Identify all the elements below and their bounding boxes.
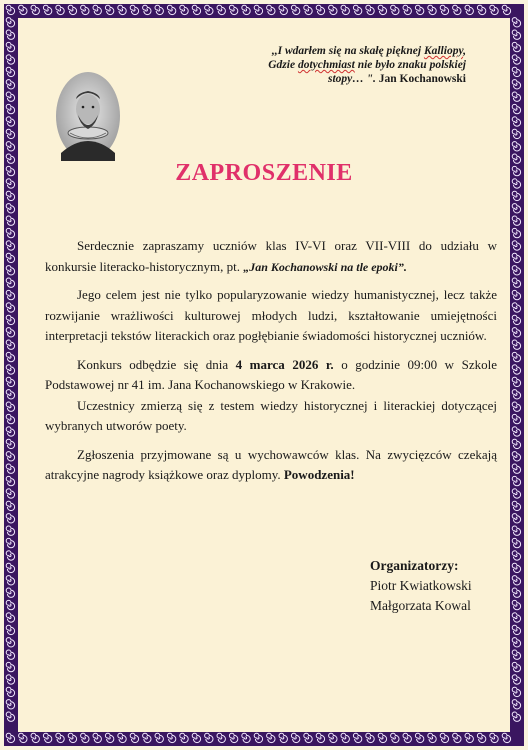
contest-name: „Jan Kochanowski na tle epoki”. <box>243 259 407 274</box>
paragraph-registration-text: Zgłoszenia przyjmowane są u wychowawców klas. Na zwycięzców czekają atrakcyjne nagrody książkowe oraz dyplomy. <box>45 446 497 482</box>
paragraph-test: Uczestnicy zmierzą się z testem wiedzy historycznej i literackiej dotyczącej wybranych utworów poety. <box>45 397 497 433</box>
page-title: ZAPROSZENIE <box>175 160 353 186</box>
quote-author: Jan Kochanowski <box>378 73 466 85</box>
paragraph-date-after: o godzinie 09:00 w Szkole Podstawowej nr 41 im. Jana Kochanowskiego w Krakowie. <box>45 356 497 392</box>
paragraph-date-before: Konkurs odbędzie się dnia <box>77 356 236 372</box>
quote-line-c: stopy… ". <box>327 73 379 85</box>
epigraph-quote <box>206 44 466 86</box>
paragraph-registration <box>45 445 497 486</box>
quote-line-b-end: nie było znaku polskiej <box>354 59 466 71</box>
paragraph-date <box>45 355 497 396</box>
organizer-name: Piotr Kwiatkowski <box>370 578 472 593</box>
quote-word-kalliopy: Kalliopy <box>423 45 464 57</box>
poet-portrait-image <box>55 71 121 161</box>
quote-line-b-start: Gdzie <box>268 59 298 71</box>
paragraph-goal: Jego celem jest nie tylko popularyzowanie wiedzy humanistycznej, lecz także rozwijanie wrażliwości kulturowej młodych ludzi, kształtowanie umiejętności interpretacji tekstów literackich oraz pogłębianie świadomości historycznej uczniów. <box>45 287 497 343</box>
paragraph-invitation-text: Serdecznie zapraszamy uczniów klas IV-VI oraz VII-VIII do udziału w konkursie literacko-historycznym, pt. <box>45 238 497 274</box>
paragraph-invitation <box>45 236 497 277</box>
quote-line-a: ,,I wdarłem się na skałę pięknej <box>271 45 424 57</box>
quote-line-a-end: , <box>463 45 466 57</box>
quote-word-dotychmiast: dotychmiast <box>297 59 355 71</box>
event-date: 4 marca 2026 r. <box>235 356 334 372</box>
organizers-heading: Organizatorzy: <box>370 558 459 573</box>
good-luck-text: Powodzenia! <box>283 467 355 482</box>
organizers-block <box>370 556 472 616</box>
invitation-page <box>18 18 510 732</box>
invitation-body <box>45 236 497 494</box>
organizer-name: Małgorzata Kowal <box>370 598 471 613</box>
